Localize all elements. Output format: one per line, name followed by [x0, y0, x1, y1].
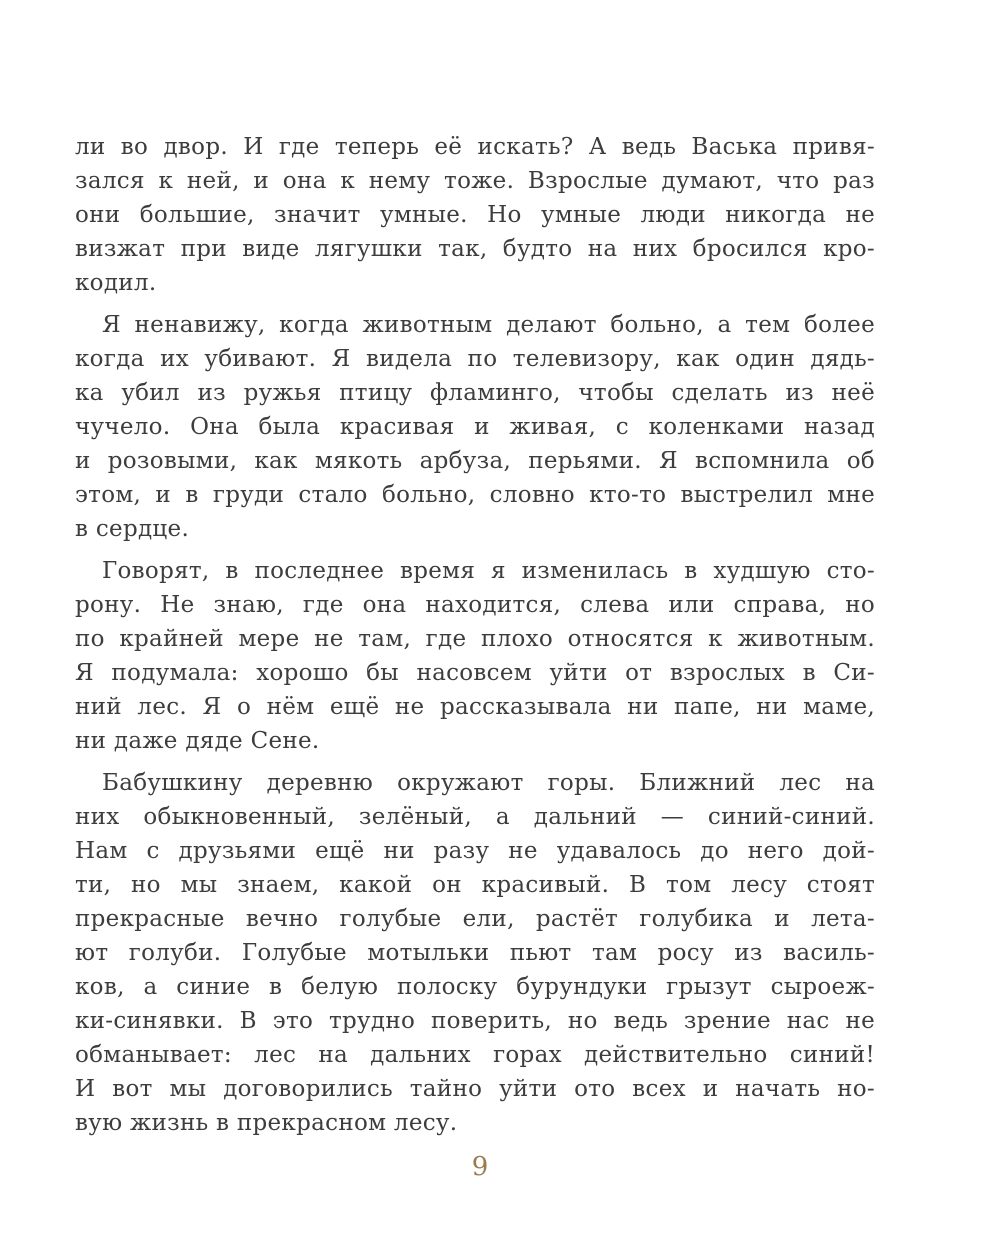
text-line: когда их убивают. Я видела по телевизору, как один дядь-: [75, 346, 875, 372]
text-line: и розовыми, как мякоть арбуза, перьями. Я вспомнила об: [75, 448, 875, 474]
paragraph: [75, 130, 875, 300]
body-text: [75, 130, 875, 1148]
text-line: ют голуби. Голубые мотыльки пьют там росу из василь-: [75, 940, 875, 966]
text-line: кодил.: [75, 270, 157, 296]
text-line: ков, а синие в белую полоску бурундуки грызут сыроеж-: [75, 974, 875, 1000]
text-line: они большие, значит умные. Но умные люди никогда не: [75, 202, 875, 228]
text-line: них обыкновенный, зелёный, а дальний — синий-синий.: [75, 804, 875, 830]
text-line: визжат при виде лягушки так, будто на них бросился кро-: [75, 236, 875, 262]
text-line: чучело. Она была красивая и живая, с коленками назад: [75, 414, 875, 440]
text-line: ки-синявки. В это трудно поверить, но ведь зрение нас не: [75, 1008, 875, 1034]
text-line: рону. Не знаю, где она находится, слева или справа, но: [75, 592, 875, 618]
text-line: по крайней мере не там, где плохо относятся к животным.: [75, 626, 875, 652]
text-line: обманывает: лес на дальних горах действительно синий!: [75, 1042, 875, 1068]
text-line: ний лес. Я о нём ещё не рассказывала ни папе, ни маме,: [75, 694, 875, 720]
text-line: И вот мы договорились тайно уйти ото всех и начать но-: [75, 1076, 875, 1102]
text-line: в сердце.: [75, 516, 190, 542]
paragraph: [75, 308, 875, 546]
page-number: 9: [471, 1152, 489, 1182]
text-line: ни даже дяде Сене.: [75, 728, 320, 754]
text-line: ка убил из ружья птицу фламинго, чтобы сделать из неё: [75, 380, 875, 406]
text-line: зался к ней, и она к нему тоже. Взрослые думают, что раз: [75, 168, 875, 194]
text-line: ли во двор. И где теперь её искать? А ведь Васька привя-: [75, 134, 875, 160]
text-line: Я подумала: хорошо бы насовсем уйти от взрослых в Си-: [75, 660, 875, 686]
paragraph: [75, 554, 875, 758]
text-line: ти, но мы знаем, какой он красивый. В том лесу стоят: [75, 872, 875, 898]
text-line: этом, и в груди стало больно, словно кто-то выстрелил мне: [75, 482, 875, 508]
text-line: Бабушкину деревню окружают горы. Ближний лес на: [102, 770, 875, 796]
text-line: Говорят, в последнее время я изменилась в худшую сто-: [102, 558, 875, 584]
text-line: Я ненавижу, когда животным делают больно, а тем более: [102, 312, 875, 338]
text-line: прекрасные вечно голубые ели, растёт голубика и лета-: [75, 906, 875, 932]
paragraph: [75, 766, 875, 1140]
text-line: вую жизнь в прекрасном лесу.: [75, 1110, 458, 1136]
text-line: Нам с друзьями ещё ни разу не удавалось до него дой-: [75, 838, 875, 864]
